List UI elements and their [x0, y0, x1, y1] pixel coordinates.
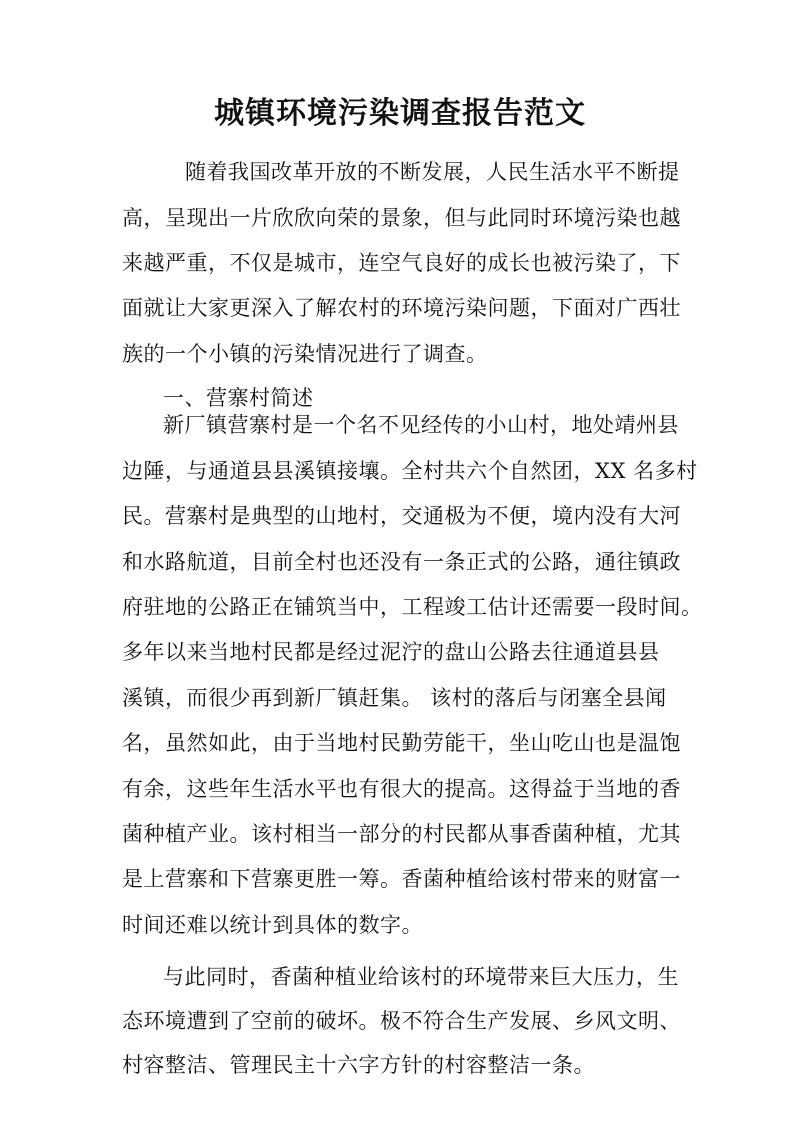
document-title: 城镇环境污染调查报告范文 — [214, 96, 586, 131]
section-heading: 一、营寨村简述 — [163, 386, 314, 410]
paragraph-line: 府驻地的公路正在铺筑当中，工程竣工估计还需要一段时间。 — [122, 595, 703, 619]
paragraph-line: 民。营寨村是典型的山地村，交通极为不便，境内没有大河 — [122, 504, 681, 528]
paragraph-line: 族的一个小镇的污染情况进行了调查。 — [122, 342, 488, 366]
paragraph-line: 有余，这些年生活水平也有很大的提高。这得益于当地的香 — [122, 777, 681, 801]
paragraph-line: 态环境遭到了空前的破坏。极不符合生产发展、乡风文明、 — [122, 1009, 681, 1033]
paragraph-line: 名，虽然如此，由于当地村民勤劳能干，坐山吃山也是温饱 — [122, 731, 681, 755]
paragraph-line: 时间还难以统计到具体的数字。 — [122, 913, 423, 937]
paragraph-line: 溪镇，而很少再到新厂镇赶集。 该村的落后与闭塞全县闻 — [122, 686, 667, 710]
paragraph-line: 随着我国改革开放的不断发展，人民生活水平不断提 — [185, 160, 680, 184]
paragraph-line: 边陲，与通道县县溪镇接壤。全村共六个自然团，XX 名多村 — [122, 459, 698, 483]
paragraph-line: 新厂镇营寨村是一个名不见经传的小山村，地处靖州县 — [163, 413, 679, 437]
paragraph-line: 村容整洁、管理民主十六字方针的村容整洁一条。 — [122, 1053, 595, 1077]
paragraph-line: 和水路航道，目前全村也还没有一条正式的公路，通往镇政 — [122, 550, 681, 574]
paragraph-line: 来越严重，不仅是城市，连空气良好的成长也被污染了，下 — [122, 251, 681, 275]
paragraph-line: 是上营寨和下营寨更胜一筹。香菌种植给该村带来的财富一 — [122, 867, 681, 891]
paragraph-line: 面就让大家更深入了解农村的环境污染问题，下面对广西壮 — [122, 296, 681, 320]
paragraph-line: 多年以来当地村民都是经过泥泞的盘山公路去往通道县县 — [122, 640, 660, 664]
paragraph-line: 与此同时，香菌种植业给该村的环境带来巨大压力，生 — [163, 965, 679, 989]
paragraph-line: 菌种植产业。该村相当一部分的村民都从事香菌种植，尤其 — [122, 822, 681, 846]
paragraph-line: 高，呈现出一片欣欣向荣的景象，但与此同时环境污染也越 — [122, 206, 681, 230]
